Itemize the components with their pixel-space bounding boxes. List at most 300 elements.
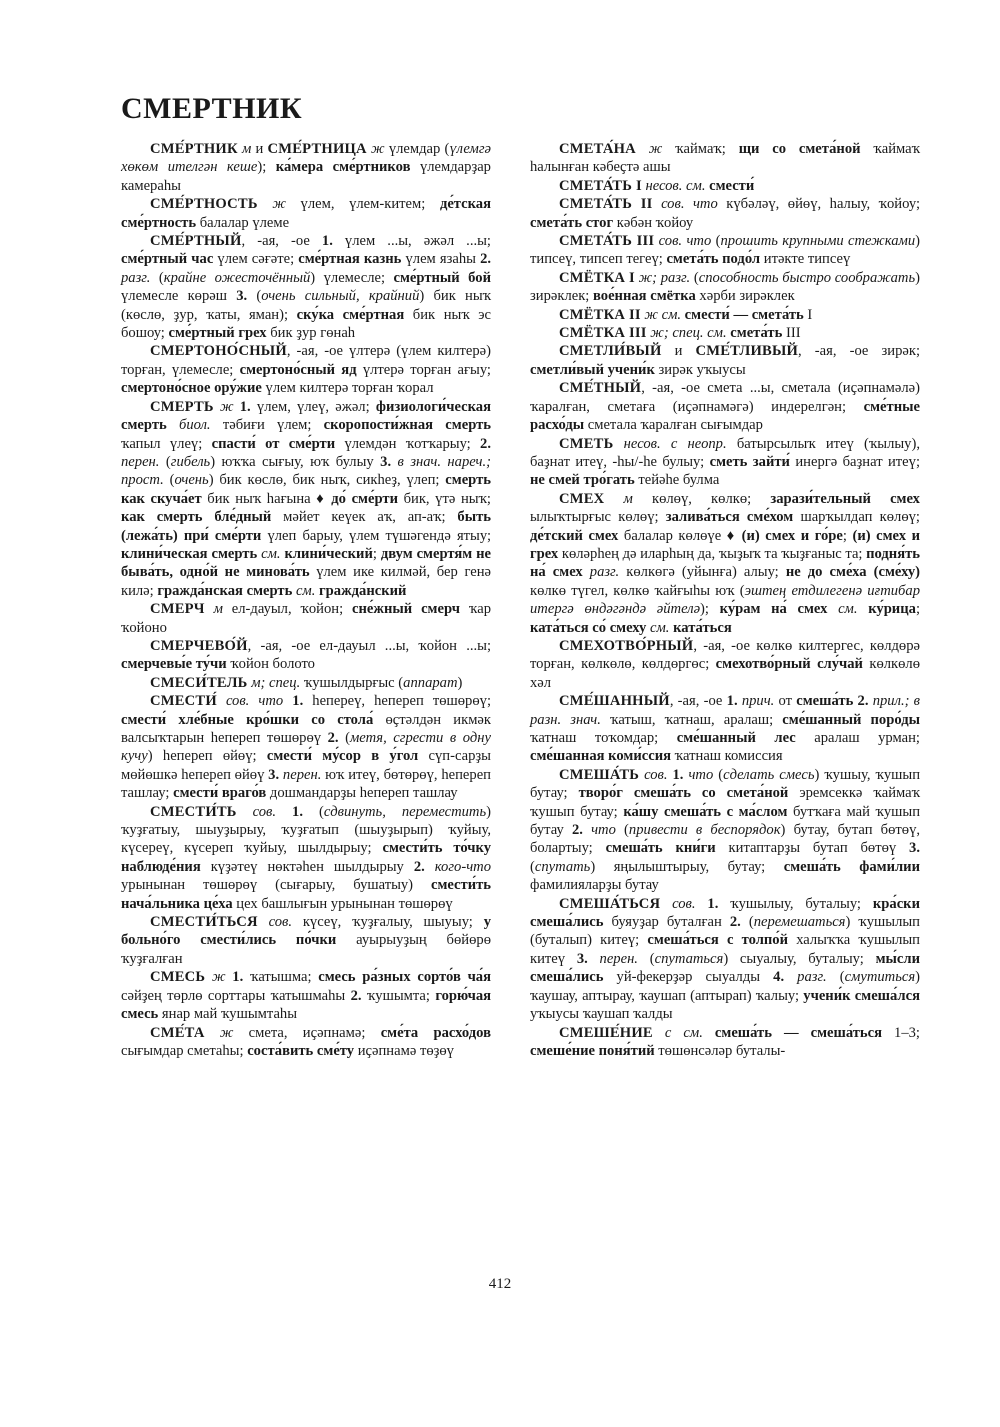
entry-text: от — [774, 693, 797, 710]
headword: СМЕ́ТА — [150, 1024, 205, 1041]
dictionary-entry — [530, 195, 920, 232]
headword: СМЕСЬ — [150, 969, 206, 986]
entry-text: ) ҡушыу, ҡушып бутау; — [530, 766, 921, 802]
entry-text: уй-фекерҙәр сыуалды — [603, 969, 774, 986]
bold-phrase: 3. — [380, 453, 392, 470]
bold-phrase: у больно́го смести́лись по́чки — [121, 914, 491, 949]
grammar-label: үлемгә хөкөм ителгән кеше — [121, 141, 491, 176]
entry-text: ( — [615, 822, 629, 839]
entry-text: ); — [700, 601, 720, 618]
headword: СМЕ́РТНОСТЬ — [150, 196, 258, 213]
entry-text: ылыҡтырғыс көлөү; — [530, 509, 666, 526]
entry-text: , -ая, -ое көлкө килтергес, көлдөрә торған, көлкөлө, көлдөргөс; — [530, 637, 920, 673]
entry-text: ҡатнаш тоҡомдар; — [530, 730, 677, 746]
bold-phrase: 2. — [480, 251, 492, 268]
entry-text: ҡатнаш комиссия — [671, 748, 783, 765]
bold-phrase: де́тский смех — [530, 527, 619, 544]
entry-text: көлкөлө хәл — [530, 656, 920, 691]
entry-text: халыҡҡа ҡушылып китеү — [530, 932, 920, 967]
headword: СМЕРЧ — [150, 601, 205, 618]
entry-text: , -ая, -ое смета ...ы, сметала (иҫәпнамәлә) ҡаралған, сметаға (иҫәпнамәгә) индерелгән; — [530, 380, 920, 415]
bold-phrase: гражда́нский — [315, 582, 407, 599]
entry-text: күбәләү, өйөү, һалыу, ҡойоу; — [726, 196, 920, 213]
entry-text: ҡапыл үлеү; — [121, 435, 212, 452]
bold-phrase: ка́шу смеша́ть с ма́слом — [623, 803, 788, 820]
entry-text: китаптарҙы бутап бөтөү — [715, 840, 910, 857]
grammar-label: перен. — [121, 453, 160, 470]
entry-text: ) юҡҡа сығыу, юҡ булыу — [210, 453, 381, 470]
bold-phrase: сме́ртный час — [121, 251, 214, 268]
grammar-label: ж — [204, 1024, 249, 1041]
entry-text: үлтерә торған ағыу; — [356, 361, 491, 378]
bold-phrase: сметь зайти́ — [709, 453, 790, 470]
entry-text: ( — [163, 472, 175, 489]
page-number: 412 — [488, 1276, 512, 1292]
bold-phrase: 1. — [672, 766, 684, 783]
grammar-label: что — [683, 766, 714, 783]
bold-phrase: как смерть бле́дный — [121, 509, 272, 526]
bold-phrase: ♦ (и) смех и го́ре — [726, 527, 843, 544]
entry-text: төшөнсәләр буталы- — [654, 1042, 786, 1059]
entry-text: өҫтәлдән икмәк валсыҡтарын һепереп төшөрөү — [121, 711, 491, 746]
bold-phrase: сме́шанный поро́ды — [782, 711, 920, 728]
grammar-label: см. — [646, 619, 670, 636]
entry-text: көләрһең дә иларһың да, ҡыҙыҡ та ҡыҙғаныс та; — [558, 545, 867, 562]
grammar-label: кого-что — [424, 858, 491, 875]
entry-text: ) сыуалыу, буталыу; — [723, 950, 876, 967]
grammar-label: см. — [257, 545, 281, 562]
entry-text: ; — [842, 527, 853, 544]
grammar-label: м — [204, 601, 232, 618]
bold-phrase: сме́ртный бой — [393, 269, 491, 286]
dictionary-entry — [121, 600, 491, 637]
bold-phrase: смета́ть подо́л — [666, 251, 761, 268]
entry-text: үлем ...ы, әжәл ...ы; — [332, 233, 491, 250]
headword: СМЕ́РТНИЦА — [267, 141, 367, 157]
grammar-label: эштең етдилегенә иғтибар итергә өндәгәндә әйтелә — [530, 582, 920, 618]
grammar-label: сделать смесь — [723, 766, 815, 783]
entry-text: ел-дауыл, ҡойон; — [231, 601, 353, 618]
dictionary-entry — [530, 1024, 920, 1061]
headword: СМЕТА́ТЬ II — [559, 196, 653, 213]
entry-text: аралаш урман; — [795, 730, 920, 746]
entry-text: һепереү, һепереп төшөрөү; — [303, 693, 491, 710]
dictionary-entry — [530, 232, 920, 269]
entry-text: бутҡаға май ҡушып бутау — [530, 803, 921, 839]
entry-text: ( — [826, 969, 845, 986]
headword: СМЕТА́НА — [559, 141, 636, 157]
grammar-label: биол. — [166, 417, 211, 434]
dictionary-entry — [530, 342, 920, 379]
grammar-label: сов. что — [652, 196, 727, 213]
entry-text: үлемдән ҡотҡарыу; — [335, 435, 481, 452]
headword: СМЕСИ́ТЕЛЬ — [150, 674, 248, 691]
bold-phrase: де́тская сме́ртность — [121, 196, 492, 231]
grammar-label: прич. — [737, 693, 775, 710]
grammar-label: ж — [257, 196, 301, 213]
grammar-label: спутаться — [654, 950, 724, 967]
dictionary-entry — [121, 692, 491, 802]
bold-phrase: сметли́вый учени́к — [530, 361, 655, 378]
bold-phrase: мы́сли смеша́лись — [530, 950, 920, 986]
bold-phrase: клини́ческая смерть — [121, 545, 258, 562]
bold-phrase: ♦ до́ сме́рти — [316, 490, 398, 507]
dictionary-entry — [121, 913, 491, 968]
dictionary-entry — [121, 968, 491, 1023]
entry-text: ҡушымта; — [361, 987, 436, 1004]
entry-text: балалар көлөүе — [618, 527, 727, 544]
entry-text: ( — [740, 914, 754, 931]
grammar-label: ж; разг. — [634, 269, 694, 286]
bold-phrase: ка́мера сме́ртников — [275, 159, 411, 176]
entry-text: үлемесле көрәш — [121, 288, 237, 305]
entry-text: үлем килтерә торған ҡорал — [261, 380, 434, 397]
grammar-label: сов. что — [216, 693, 293, 710]
entry-text: үлеп барыу, үлем түшәгендә ятыу; — [261, 527, 491, 544]
headword: СМЕРТЬ — [150, 398, 214, 415]
grammar-label: см. — [292, 582, 316, 599]
entry-text: сүп-сарҙы мөйөшкә һепереп өйөү — [121, 748, 491, 783]
entry-text: үлем язаһы — [401, 251, 481, 268]
bold-phrase: ку́рам на́ смех — [719, 601, 828, 618]
bold-phrase: учени́к смеша́лся — [803, 987, 920, 1004]
bold-phrase: смета́ть стог — [530, 214, 614, 231]
grammar-label: м — [237, 141, 256, 157]
entry-text: иҫәпнамә төҙөү — [354, 1042, 454, 1059]
entry-text: ( — [247, 288, 262, 305]
bold-phrase: не до сме́ха (сме́ху) — [785, 564, 920, 581]
bold-phrase: ску́ка сме́ртная — [296, 306, 405, 323]
bold-phrase: ку́рица — [857, 601, 916, 618]
bold-phrase: 1. — [292, 803, 303, 820]
bold-phrase: 2. — [571, 822, 583, 839]
bold-phrase: 1. — [321, 233, 333, 250]
bold-phrase: смести́ враго́в — [173, 785, 267, 802]
entry-text: күсеү, ҡуҙғалыу, шыуыу; — [302, 914, 484, 931]
entry-text: шарҡылдап көлөү; — [793, 509, 920, 526]
dictionary-entry — [121, 195, 491, 232]
entry-text: сметала ҡаралған сығымдар — [584, 417, 763, 434]
grammar-label: см. — [827, 601, 858, 618]
bold-phrase: соста́вить сме́ту — [247, 1042, 355, 1059]
grammar-label: сдвинуть, переместить — [323, 803, 487, 820]
grammar-label: несов. см. — [641, 177, 706, 194]
bold-phrase: 3. — [236, 288, 248, 305]
entry-text: ) бик ныҡ (көслө, ҙур, ҡаты, яман); — [121, 288, 491, 323]
bold-phrase: сне́жный смерч — [352, 601, 460, 618]
grammar-label: ж — [366, 141, 389, 157]
grammar-label: разг. — [784, 969, 827, 986]
headword: СМЕТА́ТЬ III — [559, 233, 655, 250]
bold-phrase: смести́ хле́бные кро́шки со стола́ — [121, 711, 374, 728]
bold-phrase: 1. — [292, 693, 304, 710]
entry-text: , -ая, -ое — [241, 233, 322, 250]
bold-phrase: 4. — [773, 969, 785, 986]
entry-text: үлемдар ( — [388, 141, 450, 157]
bold-phrase: смести́ — смета́ть — [681, 306, 804, 323]
headword: СМЕША́ТЬ — [559, 766, 640, 783]
bold-phrase: зарази́тельный смех — [770, 490, 920, 507]
grammar-label: привести в беспорядок — [628, 822, 781, 839]
grammar-label: сов. — [639, 766, 673, 783]
entry-text: , -ая, -ое зирәк; — [798, 343, 920, 360]
grammar-label: ж — [213, 398, 240, 415]
entry-text: ҡаймаҡ һалынған кәбеҫтә ашы — [530, 141, 921, 176]
grammar-label: ж — [635, 141, 676, 157]
entry-text: ( — [637, 950, 655, 967]
entry-text: и — [255, 141, 268, 157]
bold-phrase: 1. — [239, 398, 251, 415]
bold-phrase: сме́тные расхо́ды — [530, 398, 920, 434]
dictionary-entry — [121, 1024, 491, 1061]
entry-text: 1–3; — [882, 1024, 920, 1041]
entry-text: сәйҙең төрлө сорттары ҡатышмаһы — [121, 987, 351, 1004]
entry-text: ) типсеү, типсеп тегеү; — [530, 233, 920, 268]
bold-phrase: клини́ческий — [280, 545, 373, 562]
bold-phrase: ката́ться со́ смеху — [530, 619, 647, 636]
bold-phrase: 3. — [909, 840, 920, 857]
entry-text: цех башлығын урынынан төшөрөү — [232, 895, 453, 912]
bold-phrase: 2. — [729, 914, 741, 931]
entry-text: бик ҙур гөнаһ — [266, 325, 356, 342]
entry-text: юҡ итеү, бөтөрөү, һепереп ташлау; — [121, 766, 491, 802]
bold-phrase: смерчевы́е ту́чи — [121, 656, 227, 673]
entry-text: ҡатышма; — [243, 969, 319, 986]
grammar-label: смутиться — [844, 969, 916, 986]
bold-phrase: смеша́ть — смеша́ться — [714, 1024, 882, 1041]
grammar-label: с см. — [652, 1024, 715, 1041]
headword: СМЁТКА II — [559, 306, 641, 323]
grammar-label: сов. — [660, 895, 708, 912]
entry-text: балалар үлеме — [196, 214, 290, 231]
grammar-label: м; спец. — [247, 674, 301, 691]
entry-text: ҡаймаҡ; — [675, 141, 739, 157]
entry-text: инергә баҙнат итеү; — [789, 453, 920, 470]
headword: СМЕХ — [559, 490, 605, 507]
headword: СМЕ́РТНЫЙ — [150, 233, 242, 250]
bold-phrase: смертоно́сный яд — [239, 361, 357, 378]
entry-text: бик ныҡ эс бошоу; — [121, 306, 491, 342]
running-head: СМЕРТНИК — [121, 92, 303, 125]
entry-text: , -ая, -ое — [669, 693, 727, 710]
grammar-label: крайне ожесточённый — [163, 269, 311, 286]
entry-text: үлем, үлем-китем; — [300, 196, 440, 213]
entry-text: ) зирәклек; — [530, 269, 920, 305]
grammar-label: аппарат — [403, 674, 458, 691]
entry-text: үлем сәғәте; — [213, 251, 299, 268]
grammar-label: перен. — [587, 950, 638, 967]
entry-text: сығымдар сметаһы; — [121, 1042, 248, 1059]
entry-text: ҡар ҡойоно — [121, 601, 491, 636]
dictionary-entry — [530, 306, 920, 324]
dictionary-entry — [530, 895, 920, 1024]
entry-text: ) яңылыштырыу, бутау; — [590, 858, 784, 875]
entry-text: урынынан төшөрөү (сығарыу, бушатыу) — [121, 877, 431, 894]
grammar-label: очень — [174, 472, 209, 489]
headword: СМЕШЕ́НИЕ — [559, 1024, 653, 1041]
dictionary-entry — [121, 637, 491, 674]
headword: СМЕСТИ́ — [150, 693, 217, 710]
entry-text: ; — [372, 545, 381, 562]
grammar-label: метя, сгрести в одну кучу — [121, 730, 491, 765]
entry-text: ) ҡуҙғатыу, шыуҙырыу, ҡуҙғатып (шыуҙырып) ҡуйыу, күсереү, күсереп ҡуйыу, шылдырыу; — [121, 803, 491, 857]
entry-text: ҡушылыу, буталыу; — [718, 895, 873, 912]
grammar-label: сов. что — [654, 233, 716, 250]
entry-text: ( — [338, 730, 350, 746]
dictionary-entry — [530, 637, 920, 692]
headword: СМЁТКА I — [559, 269, 635, 286]
entry-text: дошмандарҙы һепереп ташлау — [266, 785, 458, 802]
entry-text: ( — [150, 269, 164, 286]
bold-phrase: смеша́ть — [796, 693, 854, 710]
entry-text: ; — [915, 601, 920, 618]
entry-text: ) үлемесле; — [310, 269, 394, 286]
entry-text: ( — [713, 766, 724, 783]
entry-text: III — [782, 325, 801, 342]
entry-text: ҡойон болото — [226, 656, 315, 673]
right-column — [530, 140, 920, 1060]
dictionary-entry — [121, 232, 491, 342]
entry-text: смета, иҫәпнамә; — [248, 1024, 381, 1041]
bold-phrase: смести́ть то́чку наблюде́ния — [121, 840, 491, 875]
entry-text: ( — [302, 803, 324, 820]
entry-text: батырсылыҡ итеү (ҡылыу), баҙнат итеү, -һы/-һе булыу; — [530, 435, 920, 470]
grammar-label: способность быстро соображать — [698, 269, 916, 286]
bold-phrase: 1. — [726, 693, 738, 710]
entry-text: хәрби зирәклек — [695, 288, 795, 305]
bold-phrase: залива́ться сме́хом — [665, 509, 794, 526]
bold-phrase: смерть как скуча́ет — [121, 472, 491, 507]
grammar-label: перемешаться — [753, 914, 846, 931]
grammar-label: сов. — [236, 803, 293, 820]
dictionary-entry — [530, 435, 920, 490]
headword: СМЕ́РТНИК — [150, 141, 238, 157]
bold-phrase: гражда́нская смерть — [157, 582, 293, 599]
bold-phrase: быть (лежа́ть) при́ сме́рти — [121, 509, 491, 544]
grammar-label: ж; спец. см. — [646, 325, 727, 342]
bold-phrase: смеша́ться с толпо́й — [647, 932, 789, 949]
bold-phrase: 1. — [707, 895, 719, 912]
grammar-label: очень сильный, крайний — [261, 288, 420, 305]
entry-text: көлкө түгел, көлкө ҡайғыһы юҡ ( — [530, 582, 745, 599]
dictionary-entry — [530, 177, 920, 195]
dictionary-entry — [530, 490, 920, 637]
dictionary-entry — [530, 269, 920, 306]
entry-text: бик ныҡ һағына — [201, 490, 317, 507]
bold-phrase: кра́ски смеша́лись — [530, 895, 920, 931]
bold-phrase: спасти́ от сме́рти — [211, 435, 336, 452]
entry-text: үлем ике килмәй, бер генә килә; — [121, 564, 491, 599]
grammar-label: несов. с неопр. — [613, 435, 737, 452]
bold-phrase: щи со смета́ной — [738, 141, 861, 157]
entry-text: , -ая, -ое үлтерә (үлем килтерә) торған, үлемесле; — [121, 343, 491, 378]
dictionary-entry — [530, 324, 920, 342]
grammar-label: прошить крупными стежками — [720, 233, 916, 250]
entry-text: эремсеккә ҡаймаҡ ҡушып бутау; — [530, 785, 921, 820]
bold-phrase: сме́ртная казнь — [298, 251, 402, 268]
bold-phrase: ката́ться — [669, 619, 732, 636]
bold-phrase: 2. — [327, 730, 339, 746]
grammar-label: разг. — [121, 269, 151, 286]
entry-text: I — [803, 306, 813, 323]
entry-text: ) ҡушылып (буталып) китеү; — [530, 914, 920, 949]
entry-text: ) ҡаушау, аптырау, ҡаушап (аптырап) ҡалыу; — [530, 969, 920, 1004]
dictionary-entry — [121, 342, 491, 397]
entry-text: ) — [457, 674, 463, 691]
grammar-label: прил.; в разн. знач. — [530, 693, 921, 728]
dictionary-entry — [121, 140, 491, 195]
headword: СМЕТЛИ́ВЫЙ — [559, 343, 662, 360]
headword: СМЕША́ТЬСЯ — [559, 895, 661, 912]
grammar-label: гибель — [170, 453, 211, 470]
entry-text: ҡушылдырғыс ( — [300, 674, 404, 691]
bold-phrase: 2. — [413, 858, 425, 875]
entry-text: буяуҙар буталған — [603, 914, 730, 931]
entry-text: үлемдарҙар камераһы — [121, 159, 491, 194]
bold-phrase: смехотво́рный слу́чай — [715, 656, 863, 673]
entry-text: уҡыусы ҡаушап ҡалды — [530, 1006, 673, 1023]
dictionary-entry — [121, 803, 491, 913]
headword: СМЕТА́ТЬ I — [559, 177, 642, 194]
dictionary-entry — [530, 379, 920, 434]
bold-phrase: физиологи́ческая смерть — [121, 398, 491, 434]
grammar-label: перен. — [279, 766, 322, 783]
grammar-label: разг. — [582, 564, 620, 581]
bold-phrase: 3. — [268, 766, 280, 783]
bold-phrase: 2. — [480, 435, 491, 452]
bold-phrase: скоропости́жная смерть — [323, 417, 492, 434]
headword: СМЕХОТВО́РНЫЙ — [559, 637, 694, 654]
bold-phrase: смеше́ние поня́тий — [530, 1042, 655, 1059]
entry-text: , -ая, -ое ел-дауыл ...ы, ҡойон ...ы; — [247, 637, 491, 654]
bold-phrase: смести́ му́сор в у́гол — [266, 748, 419, 765]
headword: СМЕТЬ — [559, 435, 614, 452]
entry-text: күҙәтеү нөктәһен шылдырыу — [200, 858, 414, 875]
bold-phrase: (и) смех и грех — [530, 527, 920, 562]
bold-phrase: смертоно́сное ору́жие — [121, 380, 262, 397]
bold-phrase: сме́та расхо́дов — [380, 1024, 491, 1041]
bold-phrase: творо́г смеша́ть со смета́ной — [578, 785, 789, 802]
entry-text: тәбиғи үлем; — [210, 417, 324, 434]
entry-text: бик, үтә ныҡ; — [397, 490, 491, 507]
grammar-label: ж — [205, 969, 233, 986]
entry-text: ); — [257, 159, 276, 176]
headword: СМЕ́ТНЫЙ — [559, 380, 642, 397]
bold-phrase: подня́ть на́ смех — [530, 545, 920, 581]
bold-phrase: 2. — [853, 693, 869, 710]
dictionary-entry — [530, 692, 920, 766]
bold-phrase: сме́ртный грех — [168, 325, 267, 342]
headword: СМЕРЧЕВО́Й — [150, 637, 248, 654]
grammar-label: что — [582, 822, 616, 839]
bold-phrase: двум смертя́м не быва́ть, одно́й не минова́ть — [121, 545, 491, 581]
dictionary-entry — [530, 766, 920, 895]
bold-phrase: смета́ть — [726, 325, 783, 342]
bold-phrase: смести́ть нача́льника це́ха — [121, 877, 491, 912]
entry-text: ҡатыш, ҡатнаш, аралаш; — [600, 711, 783, 728]
bold-phrase: смести́ — [705, 177, 755, 194]
bold-phrase: вое́нная смётка — [593, 288, 696, 305]
entry-text: зирәк уҡыусы — [654, 361, 746, 378]
headword: СМЕ́ТЛИВЫЙ — [695, 343, 799, 360]
grammar-label: сов. — [257, 914, 303, 931]
entry-text: ) һепереп өйөү; — [147, 748, 267, 765]
bold-phrase: 3. — [576, 950, 588, 967]
grammar-label: спутать — [534, 858, 591, 875]
headword: СМЕСТИ́ТЬСЯ — [150, 914, 258, 931]
entry-text: көлкөгә (уйынға) алыу; — [619, 564, 786, 581]
dictionary-entry — [530, 140, 920, 177]
